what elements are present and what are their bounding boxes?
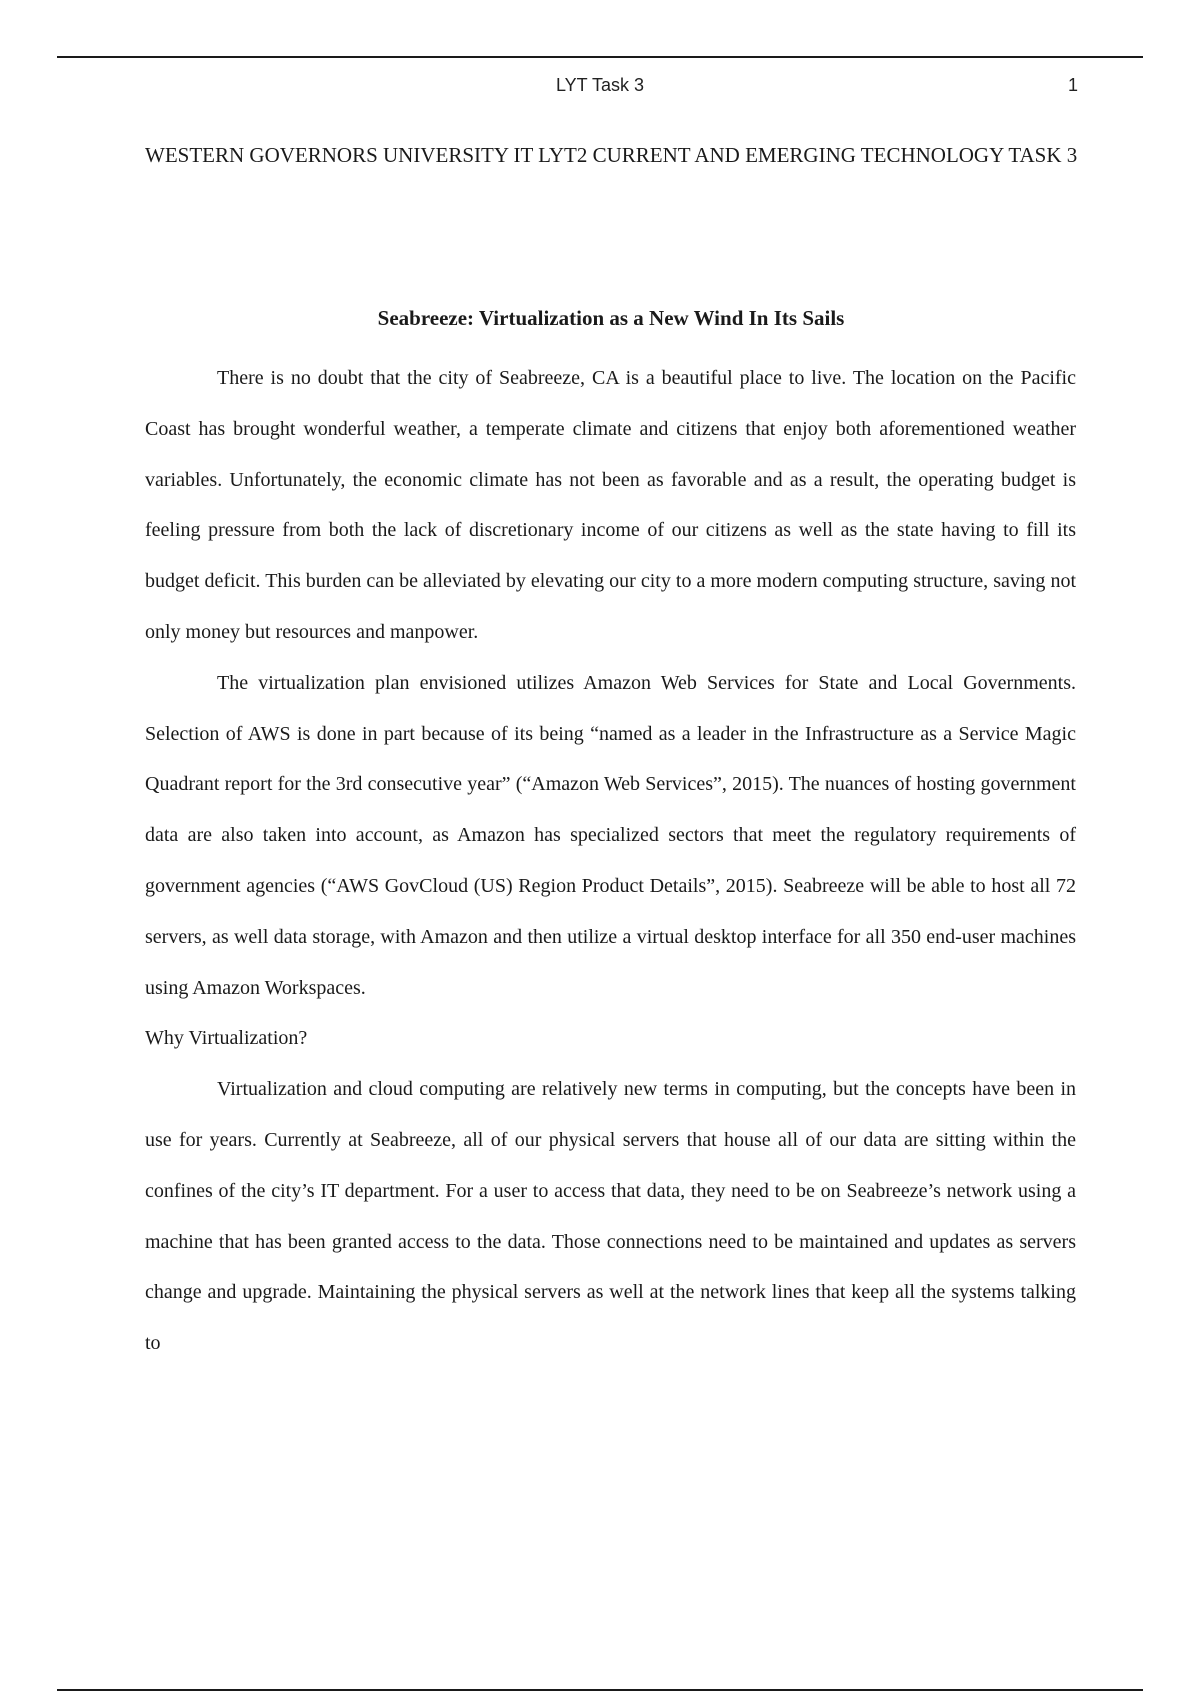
running-head: LYT Task 3 — [555, 75, 645, 95]
page-number: 1 — [1067, 75, 1078, 95]
document-body — [145, 353, 1076, 1369]
footer-rule — [57, 1689, 1143, 1691]
institution-line: WESTERN GOVERNORS UNIVERSITY IT LYT2 CURRENT AND EMERGING TECHNOLOGY TASK 3 — [145, 143, 1078, 167]
document-title: Seabreeze: Virtualization as a New Wind In Its Sails — [377, 306, 845, 330]
section-heading: Why Virtualization? — [145, 1027, 308, 1050]
body-paragraph: Virtualization and cloud computing are relatively new terms in computing, but the concepts have been in use for years. Currently at Seabreeze, all of our physical servers that house all of our data are sitting within the confines of the city’s IT department. For a user to access that data, they need to be on Seabreeze’s network using a machine that has been granted access to the data. Those connections need to be maintained and updates as servers change and upgrade. Maintaining the physical servers as well at the network lines that keep all the systems talking to — [145, 1078, 1076, 1355]
body-paragraph: There is no doubt that the city of Seabreeze, CA is a beautiful place to live. The location on the Pacific Coast has brought wonderful weather, a temperate climate and citizens that enjoy both aforementioned weather variables. Unfortunately, the economic climate has not been as favorable and as a result, the operating budget is feeling pressure from both the lack of discretionary income of our citizens as well as the state having to fill its budget deficit. This burden can be alleviated by elevating our city to a more modern computing structure, saving not only money but resources and manpower. — [145, 367, 1076, 643]
header-rule — [57, 56, 1143, 58]
body-paragraph: The virtualization plan envisioned utilizes Amazon Web Services for State and Local Governments. Selection of AWS is done in part because of its being “named as a leader in the Infrastructure as a Service Magic Quadrant report for the 3rd consecutive year” (“Amazon Web Services”, 2015). The nuances of hosting government data are also taken into account, as Amazon has specialized sectors that meet the regulatory requirements of government agencies (“AWS GovCloud (US) Region Product Details”, 2015). Seabreeze will be able to host all 72 servers, as well data storage, with Amazon and then utilize a virtual desktop interface for all 350 end-user machines using Amazon Workspaces. — [145, 671, 1076, 999]
